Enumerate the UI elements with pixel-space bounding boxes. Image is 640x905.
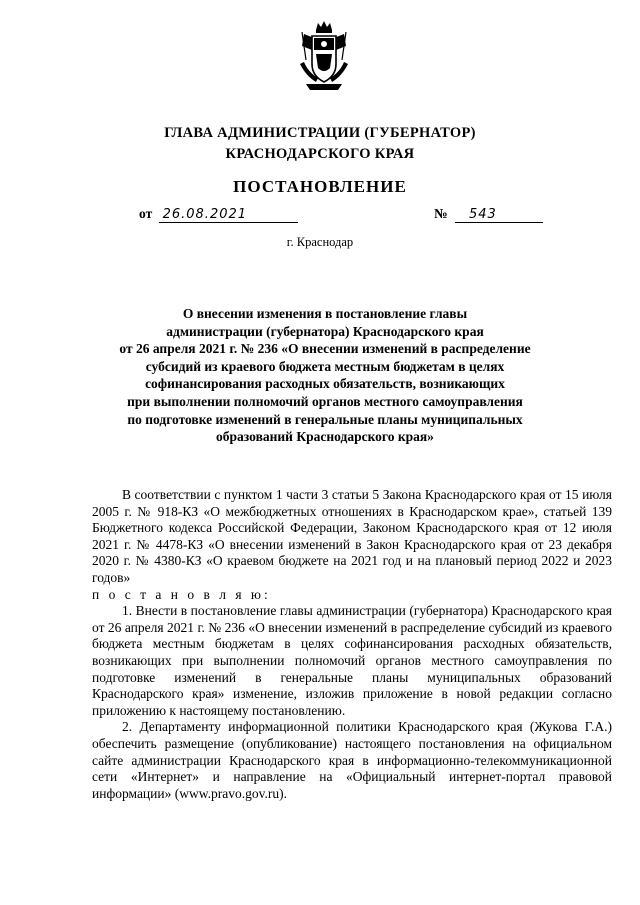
title-line: О внесении изменения в постановление главы: [182, 306, 468, 321]
item-1-paragraph: 1. Внести в постановление главы администрации (губернатора) Краснодарского края от 26 апреля 2021 г. № 236 «О внесении изменений в распределение субсидий из краевого бюджета местным бюджетам в целях софинансирования расходных обязательств, возникающих при выполнении полномочий органов местного самоуправления по подготовке изменений в генеральные планы муниципальных образований Краснодарского края» изменение, изложив приложение в новой редакции согласно приложению к настоящему постановлению.: [92, 603, 612, 718]
number-value: 543: [455, 208, 543, 223]
city-label: г. Краснодар: [286, 235, 354, 249]
preamble-paragraph: В соответствии с пунктом 1 части 3 статьи 5 Закона Краснодарского края от 15 июля 2005 г. № 918-КЗ «О межбюджетных отношениях в Краснодарском крае», статьей 139 Бюджетного кодекса Российской Федерации, Законом Краснодарского края от 12 июля 2021 г. № 4478-КЗ «О внесении изменений в Закон Краснодарского края от 23 декабря 2020 г. № 4380-КЗ «О краевом бюджете на 2021 год и на плановый период 2022 и 2023 годов»: [92, 487, 612, 585]
number-prefix: №: [434, 206, 448, 221]
document-body: [92, 487, 612, 802]
date-prefix: от: [139, 206, 153, 221]
date-field: [139, 206, 298, 223]
item-2-paragraph: 2. Департаменту информационной политики Краснодарского края (Жукова Г.А.) обеспечить размещение (опубликование) настоящего постановления на официальном сайте администрации Краснодарского края в информационно-телекоммуникационной сети «Интернет» и направление на «Официальный интернет-портал правовой информации» (www.pravo.gov.ru).: [92, 719, 612, 801]
title-line: при выполнении полномочий органов местного самоуправления: [127, 393, 523, 409]
title-line: образований Краснодарского края»: [216, 429, 434, 445]
date-value: 26.08.2021: [159, 208, 298, 223]
coat-of-arms-icon: [296, 20, 352, 94]
title-line: от 26 апреля 2021 г. № 236 «О внесении изменений в распределение: [119, 341, 531, 357]
authority-title-line1: ГЛАВА АДМИНИСТРАЦИИ (ГУБЕРНАТОР): [164, 125, 476, 141]
title-line: по подготовке изменений в генеральные планы муниципальных: [127, 411, 523, 427]
authority-title-line2: КРАСНОДАРСКОГО КРАЯ: [225, 146, 415, 162]
title-line: софинансирования расходных обязательств, возникающих: [145, 376, 505, 392]
document-title: [100, 305, 550, 446]
number-field: [434, 206, 543, 223]
title-line: администрации (губернатора) Краснодарского края: [166, 323, 484, 339]
document-type: ПОСТАНОВЛЕНИЕ: [233, 177, 407, 196]
decree-word: п о с т а н о в л я ю:: [92, 586, 271, 602]
title-line: субсидий из краевого бюджета местным бюджетам в целях: [145, 358, 505, 374]
